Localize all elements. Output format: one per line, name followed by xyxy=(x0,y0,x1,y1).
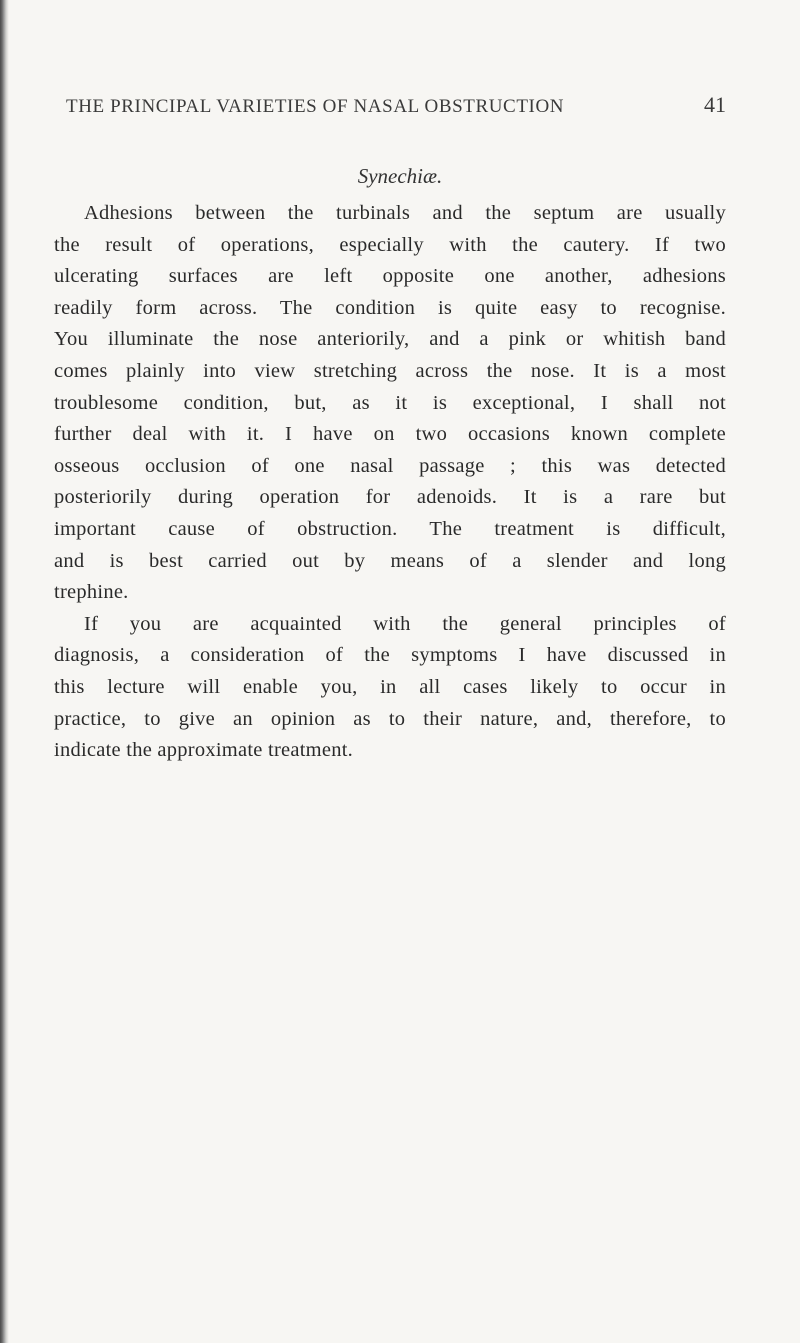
text-line: If you are acquainted with the general principles of xyxy=(84,612,726,635)
text-line: You illuminate the nose anteriorily, and a pink or whitish band xyxy=(54,328,726,351)
text-line: and is best carried out by means of a slender and long xyxy=(54,549,726,572)
running-head xyxy=(66,92,726,120)
text-line: comes plainly into view stretching across the nose. It is a most xyxy=(54,359,726,382)
text-line: readily form across. The condition is quite easy to recognise. xyxy=(54,296,726,319)
text-line: osseous occlusion of one nasal passage ; this was detected xyxy=(54,454,726,477)
section-title: Synechiæ. xyxy=(357,164,443,188)
text-line: the result of operations, especially with the cautery. If two xyxy=(54,233,726,256)
text-line: diagnosis, a consideration of the symptoms I have discussed in xyxy=(54,644,726,667)
text-line: Adhesions between the turbinals and the septum are usually xyxy=(84,202,726,224)
text-line: further deal with it. I have on two occasions known complete xyxy=(54,423,726,446)
running-head-title: THE PRINCIPAL VARIETIES OF NASAL OBSTRUCTION xyxy=(66,96,565,117)
text-line: important cause of obstruction. The treatment is difficult, xyxy=(54,517,726,540)
text-line: practice, to give an opinion as to their nature, and, therefore, to xyxy=(54,707,726,730)
text-line: indicate the approximate treatment. xyxy=(54,739,354,762)
text-line: ulcerating surfaces are left opposite one another, adhesions xyxy=(54,265,726,288)
text-line: trephine. xyxy=(54,581,129,604)
text-line: this lecture will enable you, in all cases likely to occur in xyxy=(54,675,726,698)
page-number: 41 xyxy=(704,92,726,117)
text-line: troublesome condition, but, as it is exceptional, I shall not xyxy=(54,391,726,414)
paragraph xyxy=(54,198,726,609)
body-text xyxy=(54,198,726,767)
paragraph xyxy=(54,609,726,767)
text-line: posteriorily during operation for adenoids. It is a rare but xyxy=(54,486,726,509)
binding-edge xyxy=(0,0,9,1343)
